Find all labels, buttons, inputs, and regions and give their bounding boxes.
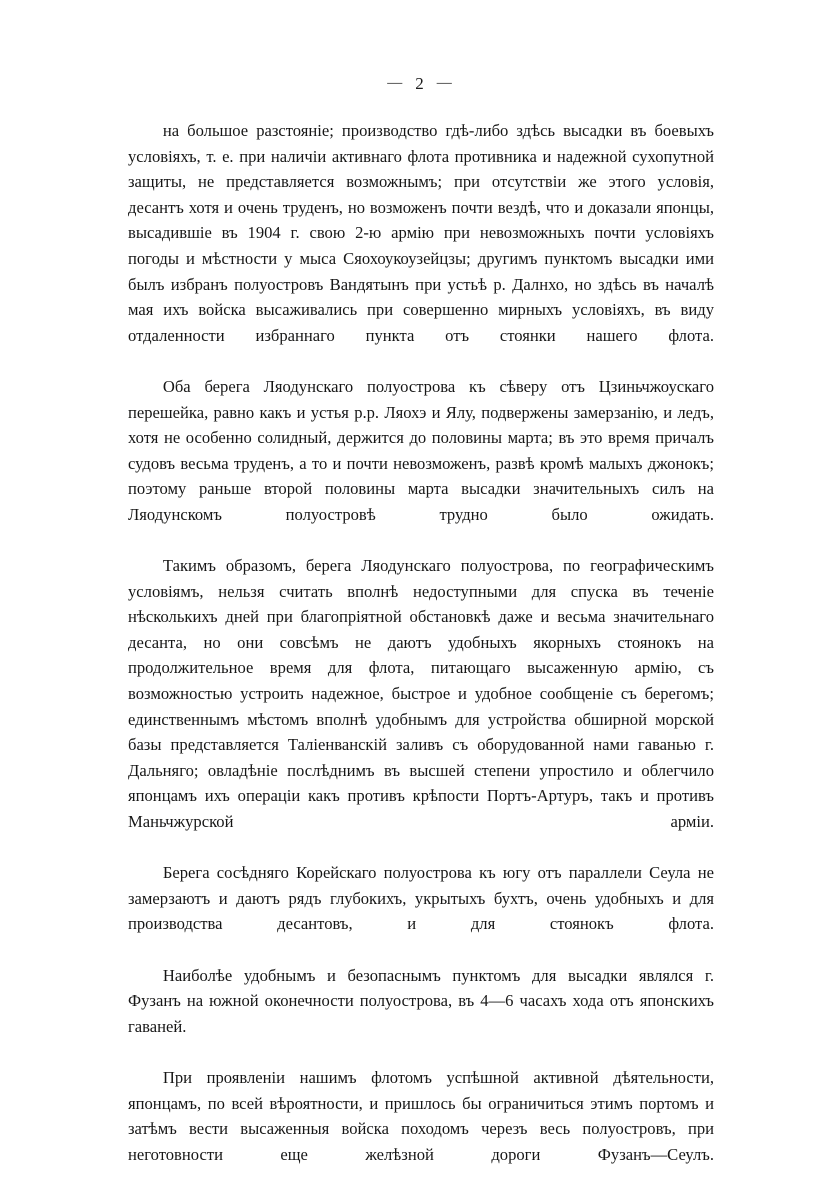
page-header <box>0 74 840 94</box>
paragraph: При проявленіи нашимъ флотомъ успѣшной активной дѣятельности, японцамъ, по всей вѣроятности, и пришлось бы ограничиться этимъ портомъ и затѣмъ вести высаженныя войска походомъ черезъ весь полуостровъ, при неготовности еще желѣзной дороги Фузанъ—Сеулъ. <box>128 1067 714 1164</box>
header-dash-right: — <box>436 75 453 91</box>
paragraph: Берега сосѣдняго Корейскаго полуострова къ югу отъ параллели Сеула не замерзаютъ и даютъ рядъ глубокихъ, укрытыхъ бухтъ, очень удобныхъ и для производства десантовъ, и для стоянокъ флота. <box>128 863 714 934</box>
paragraph: Оба берега Ляодунскаго полуострова къ сѣверу отъ Цзиньчжоускаго перешейка, равно какъ и устья р.р. Ляохэ и Ялу, подвержены замерзанію, и ледъ, хотя не особенно солидный, держится до половины марта; въ это время причалъ судовъ весьма труденъ, а то и почти невозможенъ, развѣ кромѣ малыхъ джонокъ; поэтому раньше второй половины марта высадки значительныхъ силъ на Ляодунскомъ полуостровѣ трудно было ожидать. <box>128 376 714 524</box>
paragraph: Наиболѣе удобнымъ и безопаснымъ пунктомъ для высадки являлся г. Фузанъ на южной оконечности полуострова, въ 4—6 часахъ хода отъ японскихъ гаваней. <box>128 965 714 1036</box>
page-number: 2 <box>415 74 425 93</box>
paragraph: Такимъ образомъ, берега Ляодунскаго полуострова, по географическимъ условіямъ, нельзя считать вполнѣ недоступными для спуска въ теченіе нѣсколькихъ дней при благопріятной обстановкѣ даже и весьма значительнаго десанта, но они совсѣмъ не даютъ удобныхъ якорныхъ стоянокъ на продолжительное время для флота, питающаго высаженную армію, съ возможностью устроить надежное, быстрое и удобное сообщеніе съ берегомъ; единственнымъ мѣстомъ вполнѣ удобнымъ для устройства обширной морской базы представляется Таліенванскій заливъ съ оборудованной нами гаванью г. Дальняго; овладѣніе послѣднимъ въ высшей степени упростило и облегчило японцамъ ихъ операціи какъ противъ крѣпости Портъ-Артуръ, такъ и противъ Маньчжурской арміи. <box>128 556 714 832</box>
header-dash-left: — <box>387 75 404 91</box>
body-text <box>128 118 714 1193</box>
paragraph: на большое разстояніе; производство гдѣ-либо здѣсь высадки въ боевыхъ условіяхъ, т. е. при наличіи активнаго флота противника и надежной сухопутной защиты, не представляется возможнымъ; при отсутствіи же этого условія, десантъ хотя и очень труденъ, но возможенъ почти вездѣ, что и доказали японцы, высадившіе въ 1904 г. свою 2-ю армію при невозможныхъ почти условіяхъ погоды и мѣстности у мыса Сяохоукоузейцзы; другимъ пунктомъ высадки ими былъ избранъ полуостровъ Вандятынъ при устьѣ р. Далнхо, но здѣсь въ началѣ мая ихъ войска высаживались при совершенно мирныхъ условіяхъ, въ виду отдаленности избраннаго пункта отъ стоянки нашего флота. <box>128 121 714 345</box>
